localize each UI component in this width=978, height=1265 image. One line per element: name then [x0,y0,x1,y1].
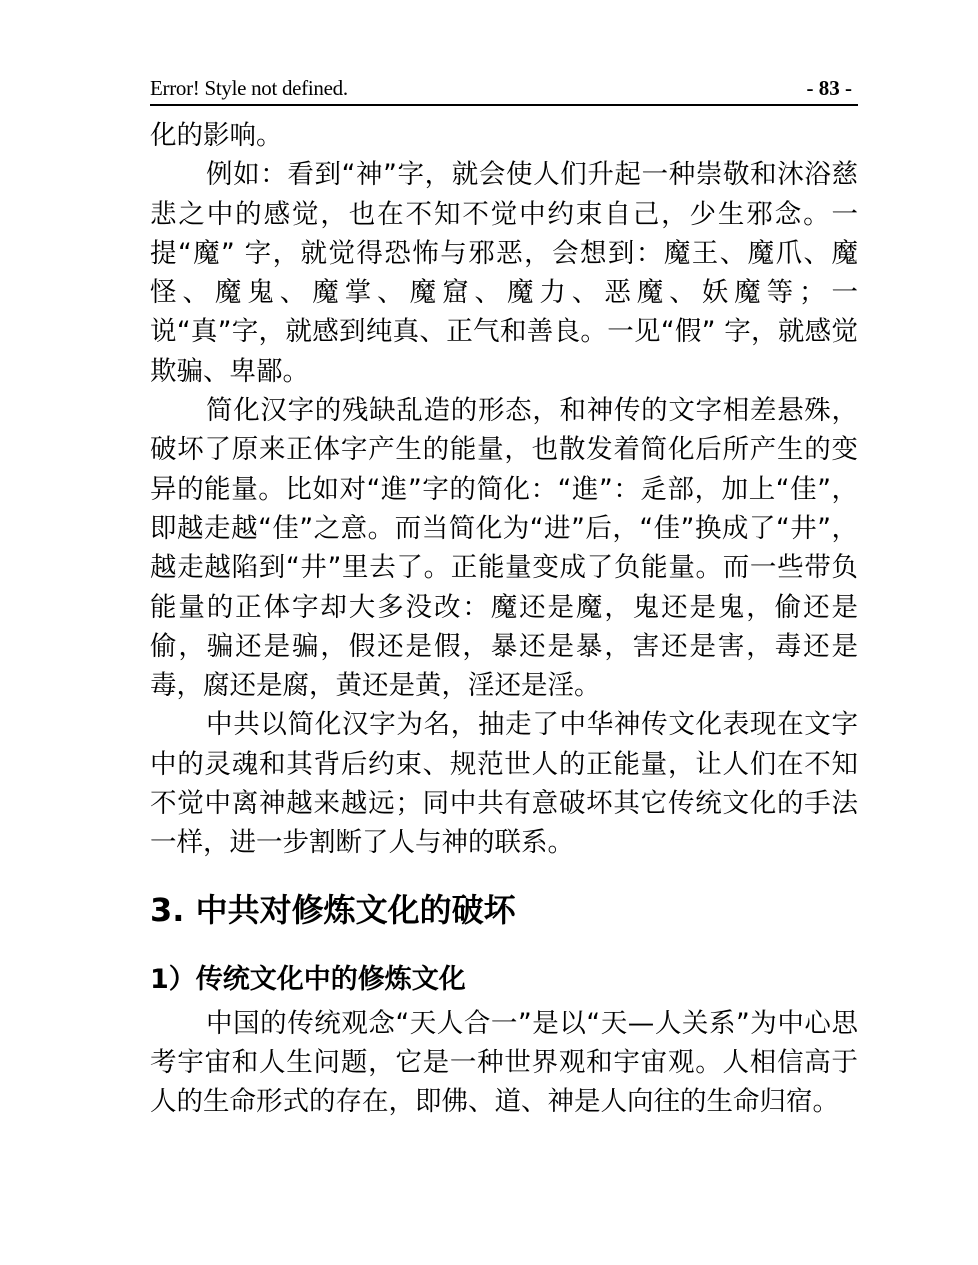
page-content [150,116,858,1122]
subsection-heading: 1）传统文化中的修炼文化 [150,963,466,995]
page-number: - 83 - [806,76,852,100]
paragraph-tradition: 中国的传统观念“天人合一”是以“天—人关系”为中心思考宇宙和人生问题，它是一种世界观和宇宙观。人相信高于人的生命形式的存在，即佛、道、神是人向往的生命归宿。 [150,1007,858,1118]
paragraph-example: 例如：看到“神”字，就会使人们升起一种崇敬和沐浴慈悲之中的感觉，也在不知不觉中约束自己，少生邪念。一提“魔” 字，就觉得恐怖与邪恶，会想到：魔王、魔爪、魔怪、魔鬼、魔掌、魔窟、魔力、恶魔、妖魔等；一说“真”字，就感到纯真、正气和善良。一见“假” 字，就感觉欺骗、卑鄙。 [150,159,858,387]
section-heading: 3. 中共对修炼文化的破坏 [150,890,516,929]
page-header [150,70,858,106]
paragraph-continuation: 化的影响。 [150,120,283,151]
paragraph-conclusion: 中共以简化汉字为名，抽走了中华神传文化表现在文字中的灵魂和其背后约束、规范世人的正能量，让人们在不知不觉中离神越来越远；同中共有意破坏其它传统文化的手法一样，进一步割断了人与神的联系。 [150,709,858,859]
paragraph-simplified-characters: 简化汉字的残缺乱造的形态，和神传的文字相差悬殊，破坏了原来正体字产生的能量，也散发着简化后所产生的变异的能量。比如对“進”字的简化：“進”：辵部，加上“佳”，即越走越“佳”之意。而当简化为“进”后，“佳”换成了“井”，越走越陷到“井”里去了。正能量变成了负能量。而一些带负能量的正体字却大多没改：魔还是魔，鬼还是鬼，偷还是偷，骗还是骗，假还是假，暴还是暴，害还是害，毒还是毒，腐还是腐，黄还是黄，淫还是淫。 [150,395,858,702]
running-header-text: Error! Style not defined. [150,76,348,100]
